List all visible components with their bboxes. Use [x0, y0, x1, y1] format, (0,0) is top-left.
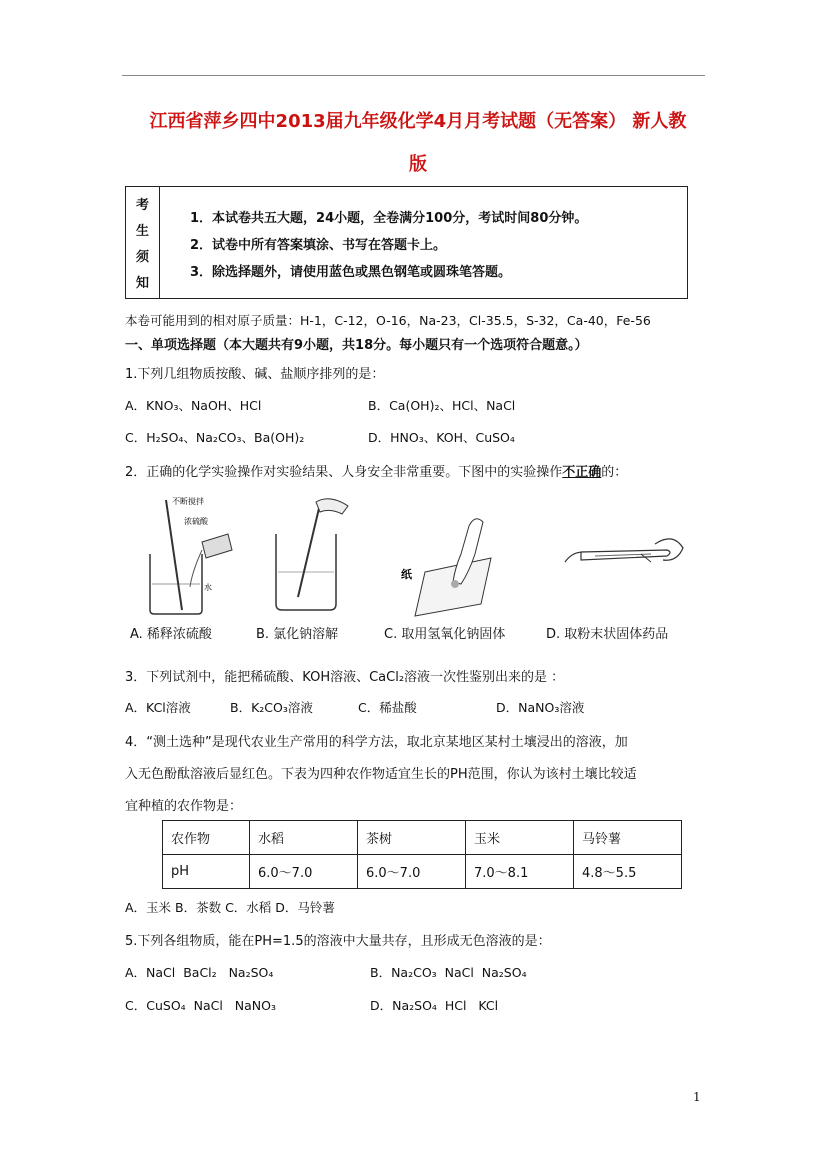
notice-label-char: 考	[135, 198, 149, 214]
figure-a-dilute-acid	[140, 492, 240, 617]
table-cell: 玉米	[466, 821, 574, 855]
figure-caption-d: D. 取粉末状固体药品	[546, 627, 669, 642]
notice-label-char: 知	[135, 275, 149, 291]
table-cell: 水稻	[250, 821, 358, 855]
q5-stem: 5.下列各组物质，能在PH=1.5的溶液中大量共存，且形成无色溶液的是：	[125, 934, 551, 949]
table-cell: 农作物	[163, 821, 250, 855]
table-row	[163, 821, 682, 855]
notice-box	[125, 186, 688, 299]
table-cell: 茶树	[358, 821, 466, 855]
q1-stem: 1.下列几组物质按酸、碱、盐顺序排列的是：	[125, 367, 385, 382]
notice-items	[160, 187, 687, 298]
ph-table	[162, 820, 682, 889]
figure-c-label-paper: 纸	[401, 568, 412, 581]
figure-a-label-water: 水	[204, 583, 212, 592]
q3-option-d: D．NaNO₃溶液	[496, 700, 585, 715]
figure-caption-c: C. 取用氢氧化钠固体	[384, 627, 506, 642]
figure-caption-b: B. 氯化钠溶解	[256, 627, 339, 642]
header-rule	[122, 75, 705, 76]
table-cell: pH	[163, 855, 250, 889]
q4-line3: 宜种植的农作物是：	[125, 799, 243, 814]
table-cell: 马铃薯	[574, 821, 682, 855]
q4-options: A．玉米 B．茶数 C．水稻 D．马铃薯	[125, 900, 335, 915]
q2-stem-emphasis: 不正确	[562, 465, 602, 480]
q1-option-a: A．KNO₃、NaOH、HCl	[125, 398, 262, 413]
figure-a-label-acid: 浓硫酸	[184, 517, 208, 526]
figure-a-label-stir: 不断搅拌	[172, 497, 204, 506]
q4-line2: 入无色酚酞溶液后显红色。下表为四种农作物适宜生长的PH范围，你认为该村土壤比较适	[125, 767, 637, 782]
table-row	[163, 855, 682, 889]
page-number: 1	[693, 1090, 701, 1104]
q5-option-c: C．CuSO₄ NaCl NaNO₃	[125, 998, 276, 1013]
notice-label	[126, 187, 160, 298]
section1-heading: 一、单项选择题（本大题共有9小题，共18分。每小题只有一个选项符合题意。）	[125, 338, 588, 353]
q4-line1: 4．“测土选种”是现代农业生产常用的科学方法，取北京某地区某村土壤浸出的溶液，加	[125, 735, 628, 750]
page-title-continued: 版	[409, 154, 427, 175]
figure-d-take-powder	[555, 492, 695, 617]
table-cell: 7.0～8.1	[466, 855, 574, 889]
table-cell: 4.8～5.5	[574, 855, 682, 889]
q2-stem-text: 2．正确的化学实验操作对实验结果、人身安全非常重要。下图中的实验操作	[125, 465, 563, 480]
atomic-masses: 本卷可能用到的相对原子质量：H-1，C-12，O-16，Na-23，Cl-35.5，S-32，Ca-40，Fe-56	[125, 313, 651, 328]
q3-stem: 3．下列试剂中，能把稀硫酸、KOH溶液、CaCl₂溶液一次性鉴别出来的是 ：	[125, 670, 565, 685]
q1-option-b: B．Ca(OH)₂、HCl、NaCl	[368, 398, 516, 413]
notice-label-char: 须	[135, 249, 149, 265]
figure-b-dissolve-nacl	[268, 492, 358, 617]
q2-stem	[125, 461, 627, 480]
q2-stem-end: 的：	[601, 465, 628, 480]
q1-option-d: D．HNO₃、KOH、CuSO₄	[368, 430, 515, 445]
q5-option-d: D．Na₂SO₄ HCl KCl	[370, 998, 499, 1013]
q3-option-b: B．K₂CO₃溶液	[230, 700, 313, 715]
figure-caption-a: A. 稀释浓硫酸	[130, 627, 212, 642]
figure-c-take-naoh	[395, 492, 515, 617]
q3-option-a: A．KCl溶液	[125, 700, 191, 715]
notice-label-char: 生	[135, 224, 149, 240]
table-cell: 6.0～7.0	[358, 855, 466, 889]
table-cell: 6.0～7.0	[250, 855, 358, 889]
notice-item: 1．本试卷共五大题，24小题，全卷满分100分，考试时间80分钟。	[190, 211, 588, 226]
q3-option-c: C．稀盐酸	[358, 700, 417, 715]
q5-option-a: A．NaCl BaCl₂ Na₂SO₄	[125, 965, 274, 980]
page-title: 江西省萍乡四中2013届九年级化学4月月考试题（无答案） 新人教	[149, 111, 687, 132]
q5-option-b: B．Na₂CO₃ NaCl Na₂SO₄	[370, 965, 527, 980]
notice-item: 3．除选择题外，请使用蓝色或黑色钢笔或圆珠笔答题。	[190, 265, 512, 280]
q1-option-c: C．H₂SO₄、Na₂CO₃、Ba(OH)₂	[125, 430, 305, 445]
notice-item: 2．试卷中所有答案填涂、书写在答题卡上。	[190, 238, 447, 253]
